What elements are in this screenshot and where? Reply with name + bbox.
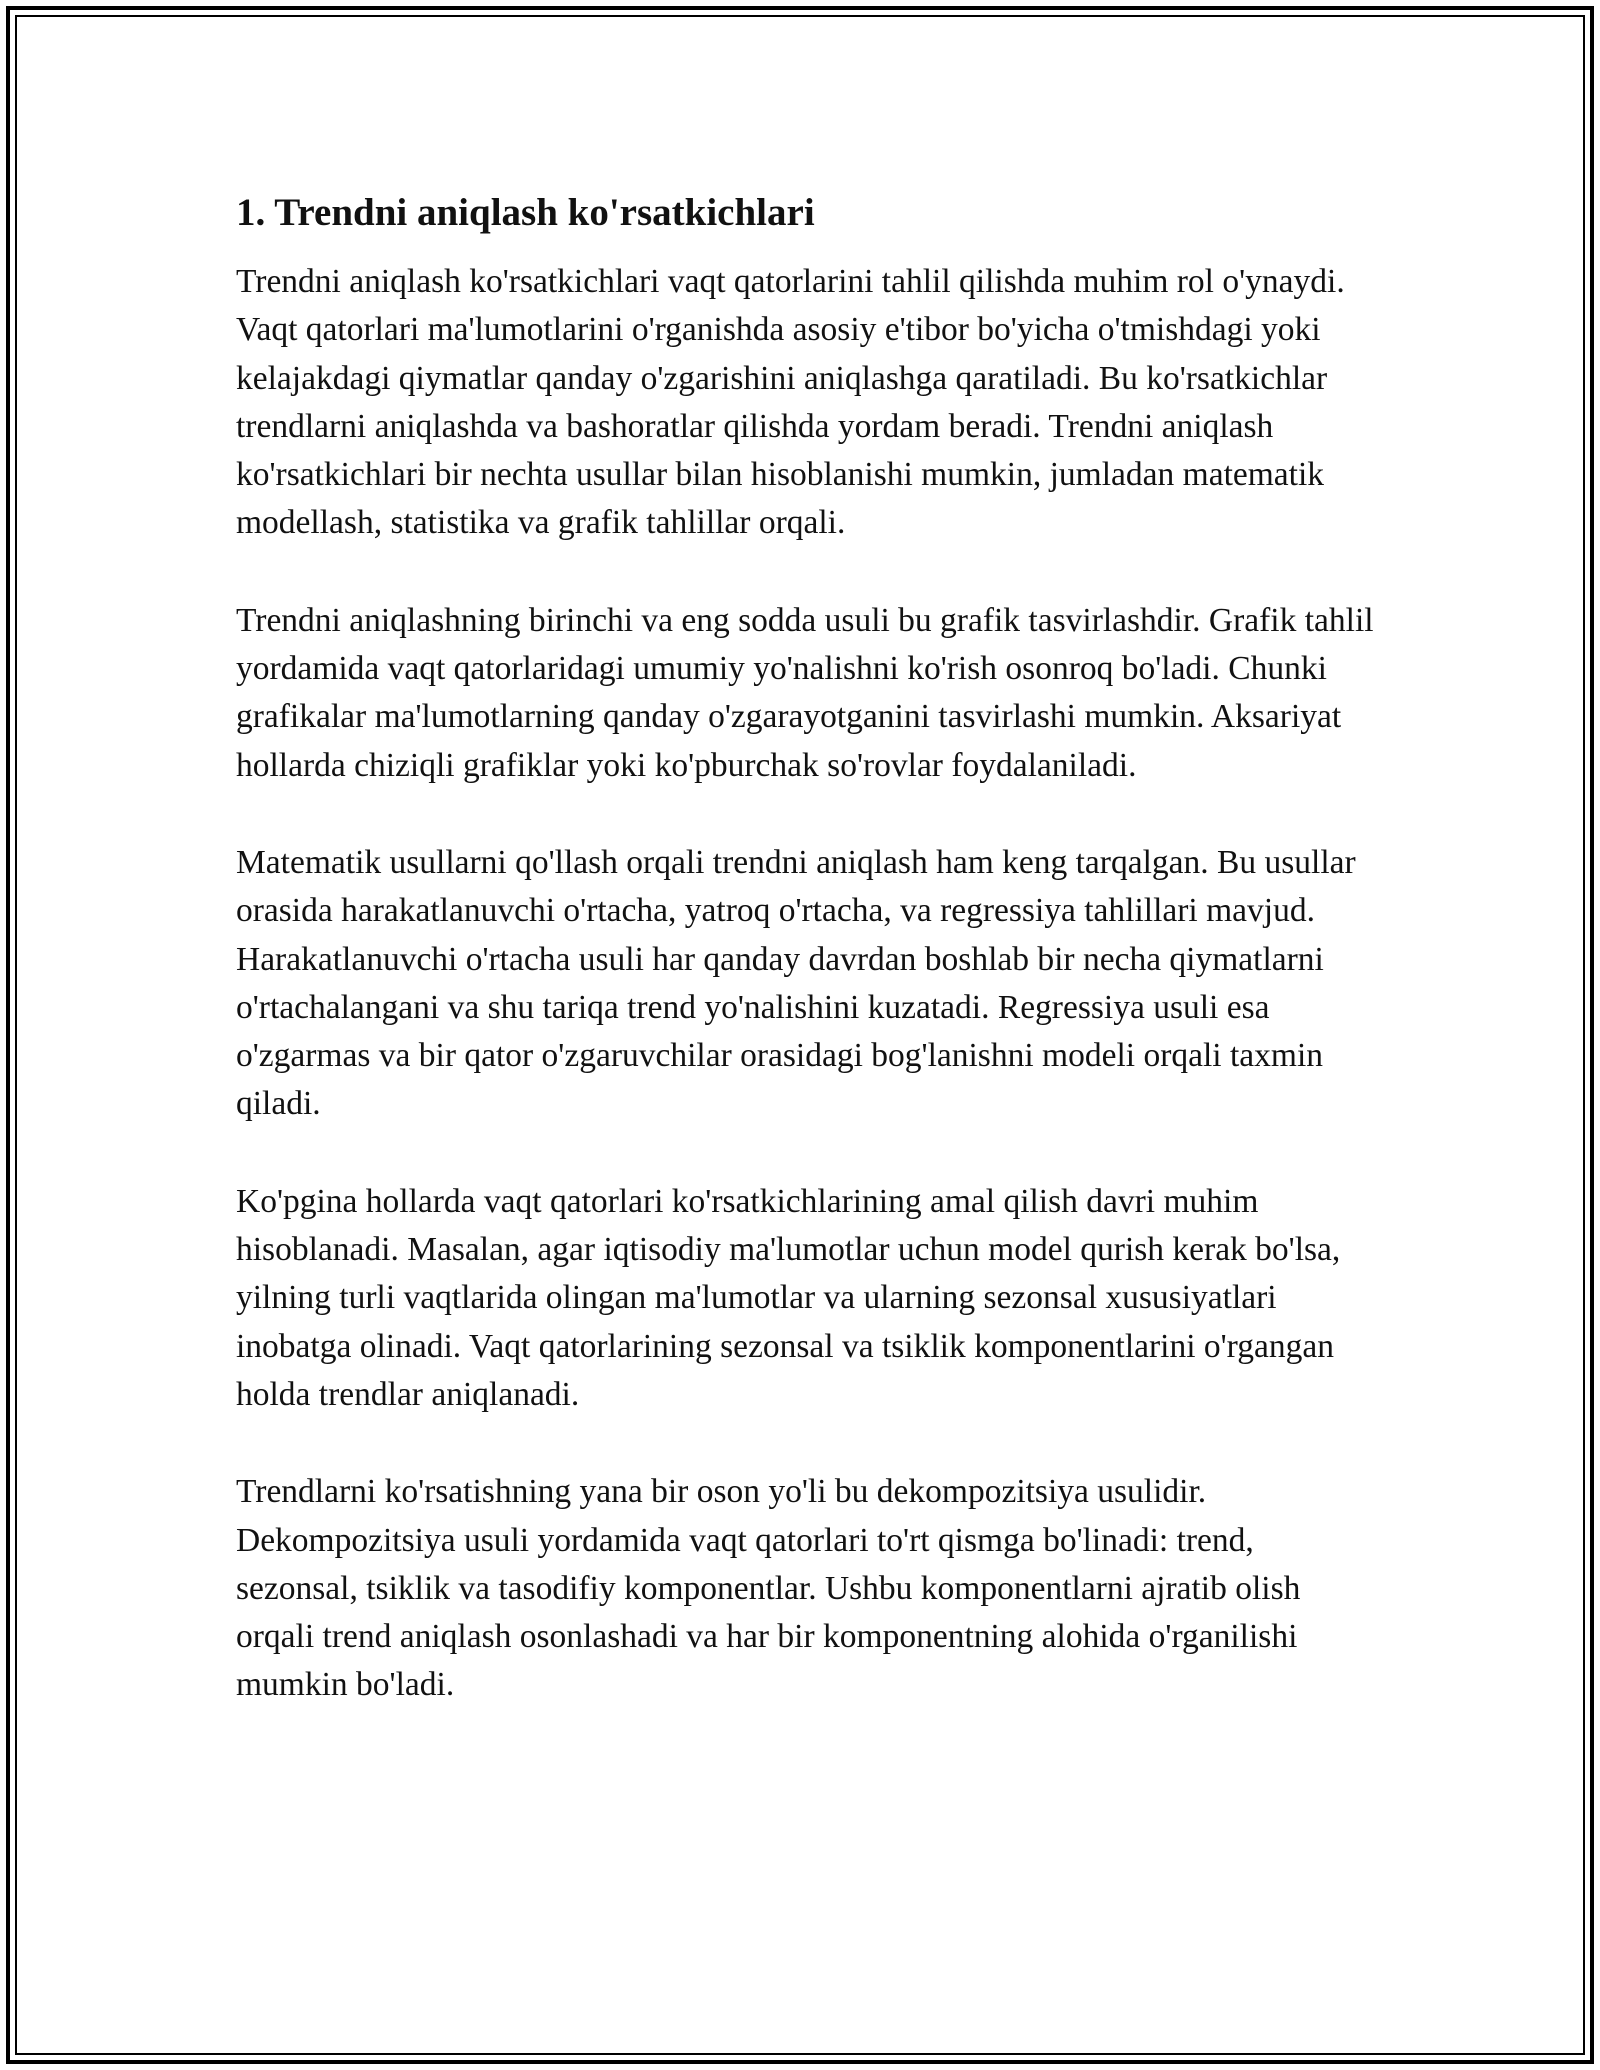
paragraph-5: Trendlarni ko'rsatishning yana bir oson yo'li bu dekompozitsiya usulidir. Dekompozitsiya usuli yordamida vaqt qatorlari to'rt qismga bo'linadi: trend, sezonsal, tsiklik va tasodifiy komponentlar. Ushbu komponentlarni ajratib olish orqali trend aniqlash osonlashadi va har bir komponentning alohida o'rganilishi mumkin bo'ladi. [236, 1473, 1301, 1704]
section-heading: 1. Trendni aniqlash ko'rsatkichlari [236, 191, 815, 234]
paragraph-1: Trendni aniqlash ko'rsatkichlari vaqt qatorlarini tahlil qilishda muhim rol o'ynaydi. Vaqt qatorlari ma'lumotlarini o'rganishda asosiy e'tibor bo'yicha o'tmishdagi yoki kelajakdagi qiymatlar qanday o'zgarishini aniqlashga qaratiladi. Bu ko'rsatkichlar trendlarni aniqlashda va bashoratlar qilishda yordam beradi. Trendni aniqlash ko'rsatkichlari bir nechta usullar bilan hisoblanishi mumkin, jumladan matematik modellash, statistika va grafik tahlillar orqali. [236, 263, 1345, 542]
paragraph-3: Matematik usullarni qo'llash orqali trendni aniqlash ham keng tarqalgan. Bu usullar orasida harakatlanuvchi o'rtacha, yatroq o'rtacha, va regressiya tahlillari mavjud. Harakatlanuvchi o'rtacha usuli har qanday davrdan boshlab bir necha qiymatlarni o'rtachalangani va shu tariqa trend yo'nalishini kuzatadi. Regressiya usuli esa o'zgarmas va bir qator o'zgaruvchilar orasidagi bog'lanishni modeli orqali taxmin qiladi. [236, 843, 1356, 1123]
paragraph-2: Trendni aniqlashning birinchi va eng sodda usuli bu grafik tasvirlashdir. Grafik tahlil yordamida vaqt qatorlaridagi umumiy yo'nalishni ko'rish osonroq bo'ladi. Chunki grafikalar ma'lumotlarning qanday o'zgarayotganini tasvirlashi mumkin. Aksariyat hollarda chiziqli grafiklar yoki ko'pburchak so'rovlar foydalaniladi. [236, 601, 1374, 784]
document-body [236, 190, 1376, 1759]
paragraph-4: Ko'pgina hollarda vaqt qatorlari ko'rsatkichlarining amal qilish davri muhim hisoblanadi. Masalan, agar iqtisodiy ma'lumotlar uchun model qurish kerak bo'lsa, yilning turli vaqtlarida olingan ma'lumotlar va ularning sezonsal xususiyatlari inobatga olinadi. Vaqt qatorlarining sezonsal va tsiklik komponentlarini o'rgangan holda trendlar aniqlanadi. [236, 1182, 1341, 1413]
